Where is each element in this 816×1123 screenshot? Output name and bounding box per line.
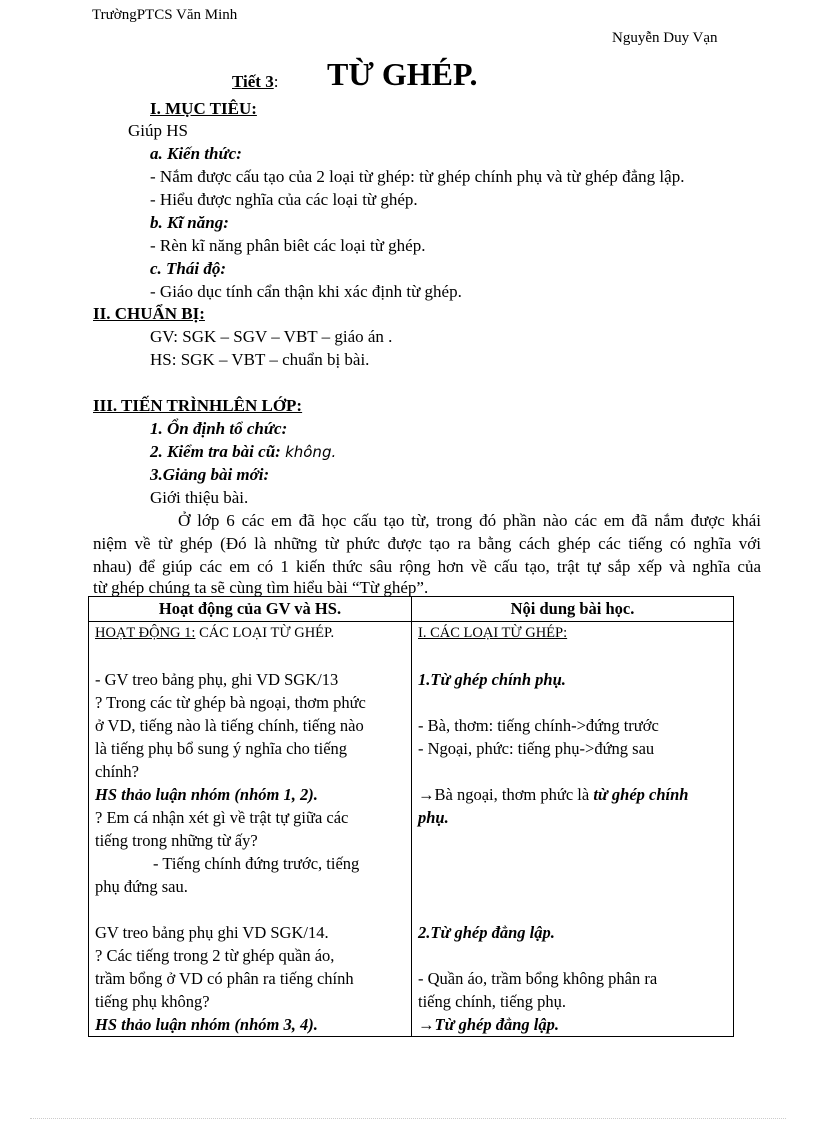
content-line: - Quần áo, trầm bổng không phân ra [418,969,658,988]
activity-line: - GV treo bảng phụ, ghi VD SGK/13 [95,670,339,689]
step-3-heading: 3.Giảng bài mới: [150,465,270,484]
section-1-heading: I. MỤC TIÊU: [150,99,257,118]
activity-line: chính? [95,762,139,781]
objective-c-heading: c. Thái độ: [150,259,227,278]
step-1-heading: 1. Ổn định tổ chức: [150,419,288,438]
step-2 [150,440,336,464]
col-header-content: Nội dung bài học. [412,597,734,622]
activity-line: GV treo bảng phụ ghi VD SGK/14. [95,923,329,942]
content-conclusion: →Từ ghép đẳng lập. [418,1015,559,1034]
content-cell [412,622,734,1037]
col-header-activities: Hoạt động của GV và HS. [89,597,412,622]
activity-label: HOẠT ĐỘNG 1: [95,625,196,641]
activity-text: CÁC LOẠI TỪ GHÉP. [195,625,335,641]
objective-b-item: - Rèn kĩ năng phân biêt các loại từ ghép. [150,236,426,255]
arrow-icon: → [418,1015,435,1034]
page-title: TỪ GHÉP. [327,56,478,92]
activity-line: ? Các tiếng trong 2 từ ghép quần áo, [95,946,335,965]
table-header-row [89,597,734,622]
activity-line: ? Trong các từ ghép bà ngoại, thơm phức [95,693,366,712]
activity-heading [95,622,405,645]
content-line: - Bà, thơm: tiếng chính->đứng trước [418,716,659,735]
objective-b-heading: b. Kĩ năng: [150,213,229,232]
section-1-intro: Giúp HS [128,121,188,140]
step-2-label: 2. Kiểm tra bài cũ: [150,442,281,461]
page-divider [30,1118,786,1119]
activity-line: phụ đứng sau. [95,877,188,896]
table-row [89,622,734,1037]
objective-a-heading: a. Kiến thức: [150,144,242,163]
content-subheading: 1.Từ ghép chính phụ. [418,670,566,689]
content-subheading: 2.Từ ghép đẳng lập. [418,923,555,942]
activity-line: tiếng phụ không? [95,992,210,1011]
intro-label: Giới thiệu bài. [150,488,249,507]
content-line: tiếng chính, tiếng phụ. [418,992,567,1011]
school-name: TrườngPTCS Văn Minh [92,7,238,23]
activity-group-discussion: HS thảo luận nhóm (nhóm 3, 4). [95,1015,318,1034]
content-line: - Ngoại, phức: tiếng phụ->đứng sau [418,739,655,758]
section-2-heading: II. CHUẨN BỊ: [93,304,205,323]
prep-gv: GV: SGK – SGV – VBT – giáo án . [150,327,393,346]
objective-c-item: - Giáo dục tính cẩn thận khi xác định từ ghép. [150,282,462,301]
lesson-table [88,596,734,1037]
lesson-number-colon: : [273,72,279,91]
author-name: Nguyễn Duy Vạn [612,30,718,46]
intro-paragraph-line: Ở lớp 6 các em đã học cấu tạo từ, trong đó phần nào các em đã nắm được khái [178,511,761,530]
activity-group-discussion: HS thảo luận nhóm (nhóm 1, 2). [95,785,318,804]
activities-cell [89,622,412,1037]
content-line: phụ. [418,808,449,827]
content-heading: I. CÁC LOẠI TỪ GHÉP: [418,625,568,641]
lesson-number [232,70,278,93]
intro-paragraph-line: nhau) để giúp các em có 1 kiến thức sâu rộng hơn về cấu tạo, trật tự sắp xếp và nghĩa của [93,557,761,576]
section-3-heading: III. TIẾN TRÌNHLÊN LỚP: [93,396,303,415]
lesson-number-label: Tiết 3 [232,72,274,91]
intro-paragraph-line: niệm về từ ghép (Đó là những từ phức được tạo ra bằng cách ghép các tiếng có nghĩa với [93,534,761,553]
objective-a-item: - Nắm được cấu tạo của 2 loại từ ghép: từ ghép chính phụ và từ ghép đẳng lập. [150,167,685,186]
activity-line: - Tiếng chính đứng trước, tiếng [153,854,360,873]
arrow-icon: → [418,785,435,804]
objective-a-item: - Hiểu được nghĩa của các loại từ ghép. [150,190,418,209]
step-2-value: không. [285,443,337,461]
content-conclusion: →Bà ngoại, thơm phức là từ ghép chính [418,785,689,804]
activity-line: là tiếng phụ bổ sung ý nghĩa cho tiếng [95,739,348,758]
intro-paragraph-line: từ ghép chúng ta sẽ cùng tìm hiểu bài “Từ ghép”. [93,578,429,597]
activity-line: ? Em cá nhận xét gì về trật tự giữa các [95,808,349,827]
activity-line: ở VD, tiếng nào là tiếng chính, tiếng nào [95,716,364,735]
activity-line: trầm bổng ở VD có phân ra tiếng chính [95,969,354,988]
prep-hs: HS: SGK – VBT – chuẩn bị bài. [150,350,370,369]
activity-line: tiếng trong những từ ấy? [95,831,258,850]
